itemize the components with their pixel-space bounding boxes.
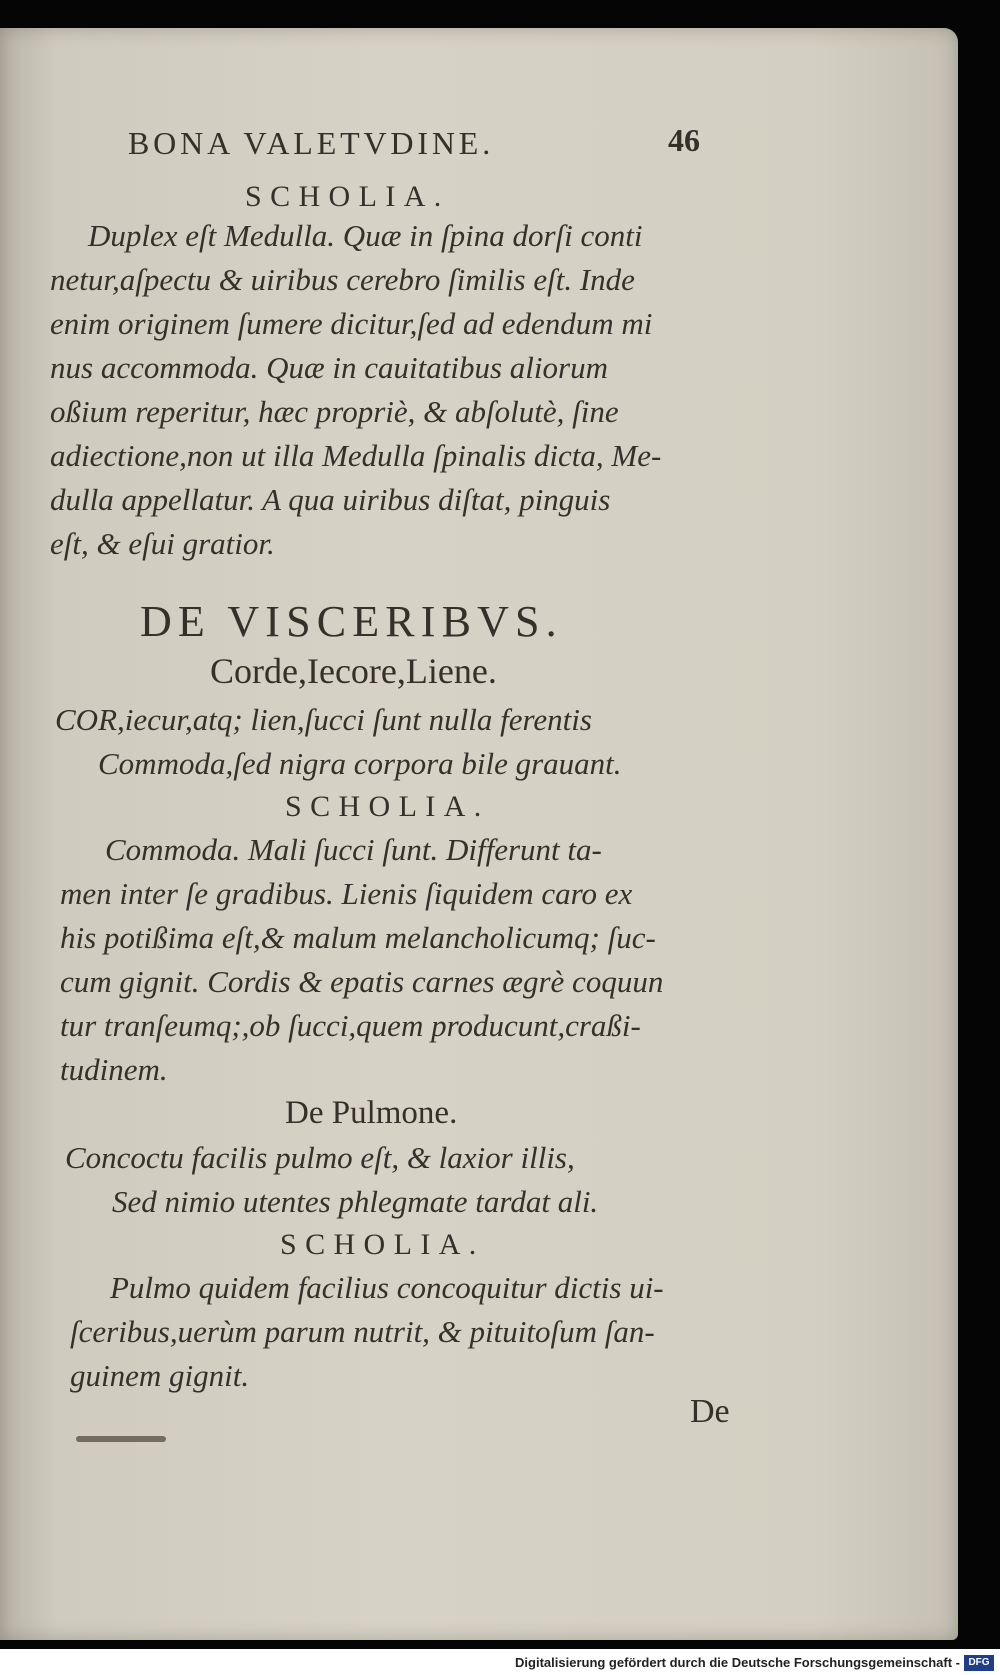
- medulla-line: Duplex eſt Medulla. Quæ in ſpina dorſi conti: [88, 218, 643, 253]
- pulmo-line: ſceribus,uerùm parum nutrit, & pituitoſum ſan-: [70, 1314, 655, 1349]
- footer-bar: [0, 1649, 1000, 1675]
- section-title-pulmone: De Pulmone.: [285, 1095, 458, 1131]
- pulmo-line: guinem gignit.: [70, 1358, 250, 1393]
- page-number: 46: [668, 122, 700, 158]
- commoda-line: his potißima eſt,& malum melancholicumq; ſuc-: [60, 920, 656, 955]
- medulla-line: adiectione,non ut illa Medulla ſpinalis dicta, Me-: [50, 438, 662, 473]
- commoda-line: tudinem.: [60, 1052, 168, 1087]
- verse-line: Concoctu facilis pulmo eſt, & laxior illis,: [65, 1140, 575, 1175]
- scholia-heading: SCHOLIA.: [285, 790, 490, 823]
- verse-line: COR,iecur,atq; lien,ſucci ſunt nulla ferentis: [55, 702, 592, 737]
- verse-line: Sed nimio utentes phlegmate tardat ali.: [112, 1184, 599, 1219]
- scholia-heading: SCHOLIA.: [280, 1228, 485, 1261]
- catchword: De: [690, 1393, 730, 1430]
- medulla-line: eſt, & eſui gratior.: [50, 526, 275, 561]
- footer-credit: Digitalisierung gefördert durch die Deutsche Forschungsgemeinschaft -: [515, 1655, 960, 1670]
- verse-line: Commoda,ſed nigra corpora bile grauant.: [98, 746, 622, 781]
- medulla-line: netur,aſpectu & uiribus cerebro ſimilis eſt. Inde: [50, 262, 635, 297]
- section-subtitle-visceribus: Corde,Iecore,Liene.: [210, 651, 497, 691]
- pulmo-line: Pulmo quidem facilius concoquitur dictis ui-: [110, 1270, 664, 1305]
- medulla-line: dulla appellatur. A qua uiribus diſtat, pinguis: [50, 482, 611, 517]
- scholia-heading: SCHOLIA.: [245, 180, 450, 213]
- commoda-line: men inter ſe gradibus. Lienis ſiquidem caro ex: [60, 876, 633, 911]
- commoda-line: Commoda. Mali ſucci ſunt. Differunt ta-: [105, 832, 602, 867]
- commoda-line: tur tranſeumq;,ob ſucci,quem producunt,craßi-: [60, 1008, 641, 1043]
- medulla-line: enim originem ſumere dicitur,ſed ad edendum mi: [50, 306, 653, 341]
- section-title-visceribus: DE VISCERIBVS.: [140, 597, 563, 646]
- ink-smudge: [76, 1436, 166, 1442]
- medulla-line: oßium reperitur, hæc propriè, & abſolutè, ſine: [50, 394, 619, 429]
- medulla-line: nus accommoda. Quæ in cauitatibus aliorum: [50, 350, 608, 385]
- running-head: BONA VALETVDINE.: [128, 125, 495, 161]
- commoda-line: cum gignit. Cordis & epatis carnes ægrè coquun: [60, 964, 664, 999]
- dfg-logo: DFG: [964, 1655, 994, 1671]
